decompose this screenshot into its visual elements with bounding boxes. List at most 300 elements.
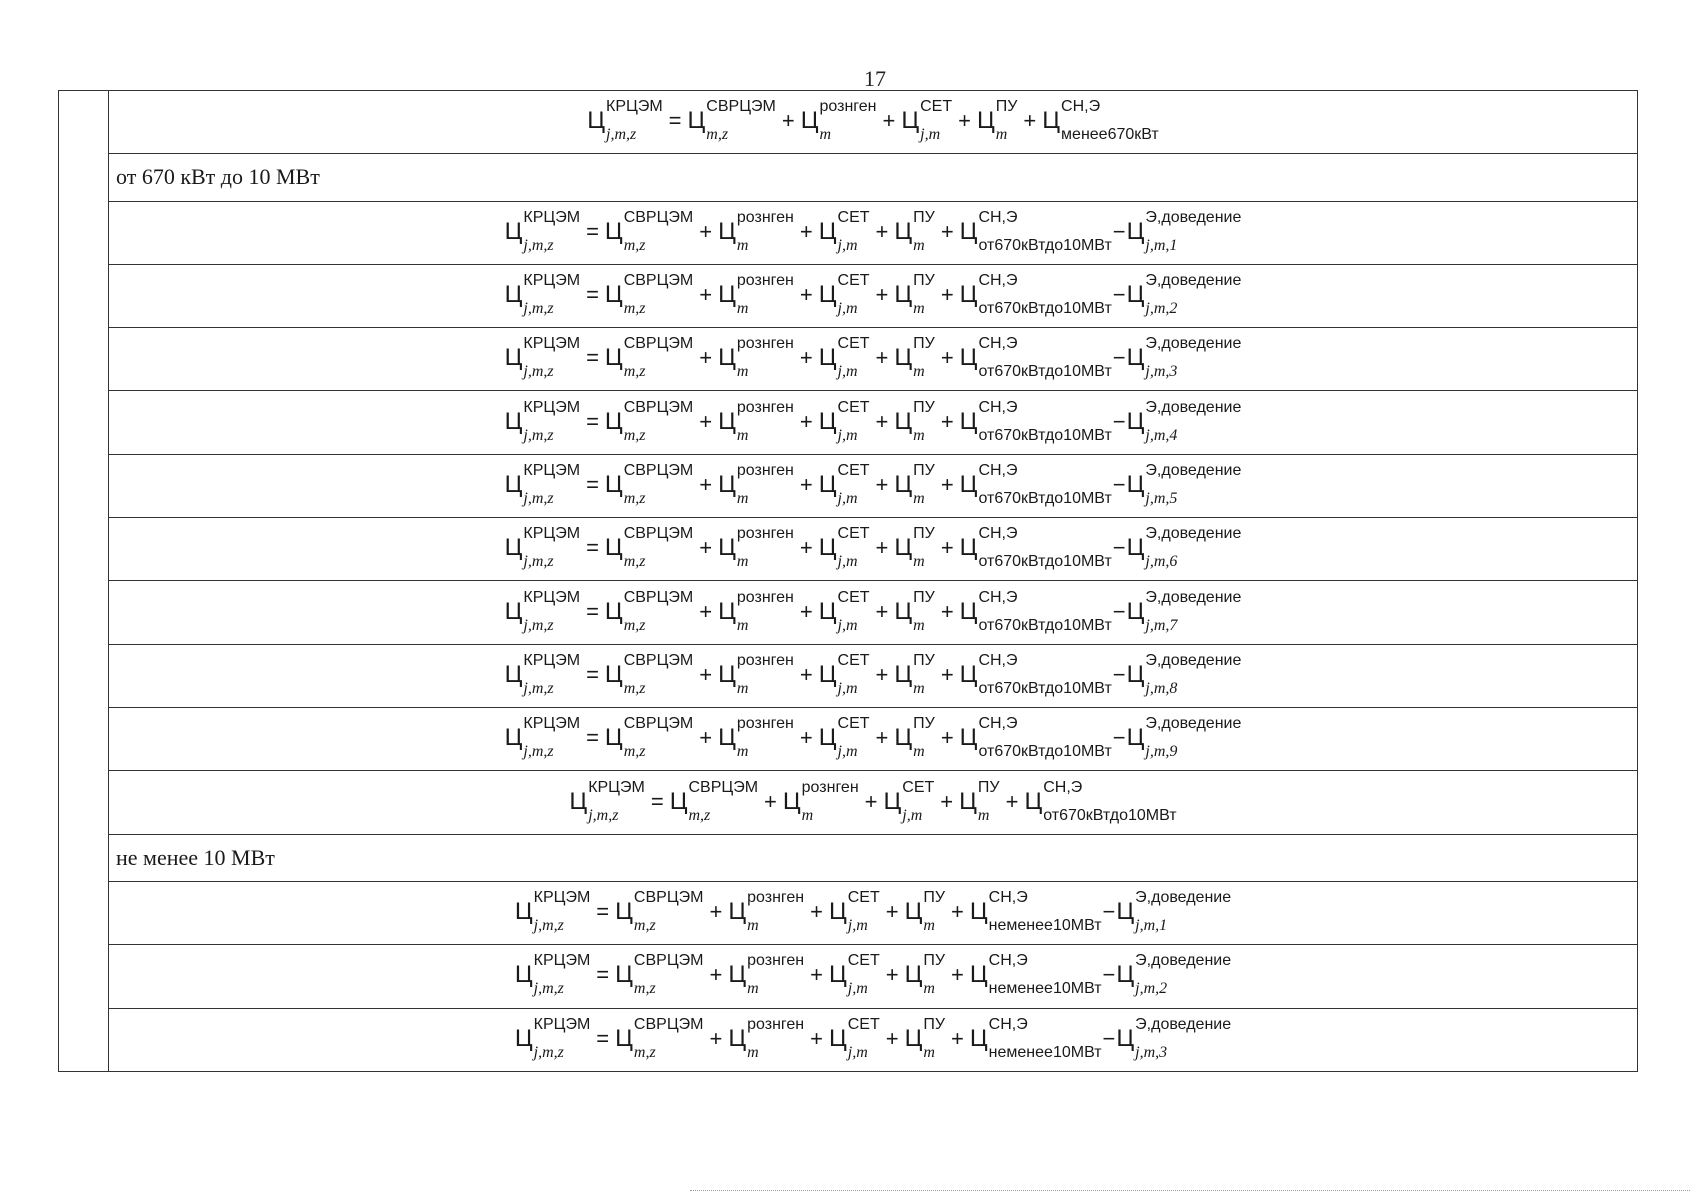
superscript: СВРЦЭМ (623, 525, 694, 543)
superscript: КРЦЭМ (533, 952, 591, 970)
dovedenie-term (1126, 335, 1242, 381)
formula-cell (108, 644, 1638, 707)
symbol-base: Ц (1126, 407, 1145, 435)
operator: + (709, 1025, 723, 1051)
subscript: j,m,z (523, 426, 554, 444)
lhs-term (587, 98, 663, 144)
operator: + (951, 899, 964, 925)
superscript: СВРЦЭМ (623, 715, 694, 733)
symbol-base: Ц (1126, 534, 1145, 562)
operator: + (810, 962, 823, 988)
subscript: от670кВтдо10МВт (978, 616, 1112, 634)
subscript: от670кВтдо10МВт (978, 426, 1112, 444)
operator: + (799, 408, 813, 434)
script-stack (913, 335, 935, 381)
svrcem-term (687, 98, 776, 144)
sn-term (959, 272, 1112, 318)
formula-cell (108, 391, 1638, 454)
superscript: КРЦЭМ (533, 889, 591, 907)
operator: + (940, 472, 954, 498)
superscript: СВРЦЭМ (623, 335, 694, 353)
symbol-base: Ц (615, 961, 633, 989)
operator: + (885, 899, 899, 925)
lhs-term (514, 952, 591, 998)
symbol-base: Ц (976, 107, 995, 135)
subscript: m (977, 806, 990, 824)
operator: + (810, 1025, 823, 1051)
sn-term (969, 952, 1102, 998)
lhs-term (569, 778, 645, 824)
set-term (828, 889, 880, 935)
dovedenie-term (1126, 208, 1242, 254)
superscript: СВРЦЭМ (706, 98, 776, 116)
subscript: от670кВтдо10МВт (978, 679, 1112, 697)
subscript: m (736, 679, 749, 697)
script-stack (523, 588, 581, 634)
operator: + (799, 282, 813, 308)
script-stack (837, 398, 870, 444)
operator: + (875, 218, 889, 244)
script-stack (847, 889, 880, 935)
superscript: ПУ (913, 208, 935, 226)
subscript: m (747, 1043, 759, 1061)
rozn-term (728, 952, 805, 998)
subscript: j,m (837, 679, 858, 697)
lhs-term (504, 715, 581, 761)
script-stack (623, 588, 694, 634)
symbol-base: Ц (969, 961, 988, 989)
superscript: ПУ (995, 98, 1018, 116)
dovedenie-term (1126, 588, 1242, 634)
subscript: m (913, 743, 925, 761)
script-stack (988, 952, 1102, 998)
operator: + (875, 408, 889, 434)
superscript: рознген (736, 588, 794, 606)
operator: + (709, 962, 723, 988)
script-stack (902, 778, 935, 824)
superscript: рознген (819, 98, 877, 116)
script-stack (801, 778, 859, 824)
formula-row (108, 644, 1638, 707)
script-stack (736, 398, 794, 444)
formula-table (108, 90, 1638, 1072)
script-stack (978, 335, 1112, 381)
superscript: СЕТ (920, 98, 953, 116)
formula-row (108, 945, 1638, 1008)
subscript: j,m,z (523, 489, 554, 507)
pu-term (894, 335, 935, 381)
operator: = (586, 218, 599, 244)
subscript: m,z (623, 236, 646, 254)
superscript: Э,доведение (1145, 461, 1242, 479)
symbol-base: Ц (504, 660, 523, 688)
superscript: Э,доведение (1145, 525, 1242, 543)
lhs-term (504, 272, 581, 318)
script-stack (523, 398, 581, 444)
superscript: рознген (736, 651, 794, 669)
subscript: m (913, 300, 925, 318)
operator: + (799, 661, 813, 687)
script-stack (523, 335, 581, 381)
sn-term (969, 889, 1102, 935)
superscript: СЕТ (837, 272, 870, 290)
subscript: j,m (837, 363, 858, 381)
symbol-base: Ц (504, 534, 523, 562)
lhs-term (504, 525, 581, 571)
symbol-base: Ц (818, 471, 837, 499)
script-stack (736, 715, 794, 761)
script-stack (819, 98, 877, 144)
operator: + (799, 218, 813, 244)
operator: + (951, 962, 964, 988)
script-stack (523, 525, 581, 571)
script-stack (978, 208, 1112, 254)
operator: + (940, 218, 954, 244)
symbol-base: Ц (514, 1024, 533, 1052)
formula-row (108, 771, 1638, 834)
superscript: Э,доведение (1145, 335, 1242, 353)
formula (504, 525, 1242, 571)
subscript: j,m,3 (1135, 1043, 1168, 1061)
subscript: m,z (623, 679, 646, 697)
operator: + (799, 725, 813, 751)
set-term (828, 952, 880, 998)
rozn-term (728, 1015, 805, 1061)
subscript: j,m (837, 489, 858, 507)
lhs-term (504, 651, 581, 697)
superscript: СН,Э (978, 588, 1018, 606)
subscript: m (913, 616, 925, 634)
subscript: j,m (920, 126, 941, 144)
svrcem-term (604, 272, 694, 318)
operator: + (781, 108, 795, 134)
superscript: СВРЦЭМ (633, 1015, 704, 1033)
superscript: рознген (747, 1015, 805, 1033)
symbol-base: Ц (959, 344, 978, 372)
subscript: m (923, 1043, 935, 1061)
operator: = (586, 725, 599, 751)
superscript: КРЦЭМ (606, 98, 663, 116)
subscript: неменее10МВт (988, 980, 1102, 998)
formula-cell (108, 91, 1638, 154)
symbol-base: Ц (718, 724, 736, 752)
formula-cell (108, 881, 1638, 944)
subscript: m (736, 426, 749, 444)
script-stack (837, 651, 870, 697)
set-term (818, 335, 870, 381)
formula-cell (108, 708, 1638, 771)
script-stack (533, 889, 591, 935)
rozn-term (718, 208, 794, 254)
subscript: m,z (633, 917, 656, 935)
operator: − (1112, 535, 1126, 561)
superscript: СН,Э (988, 1015, 1028, 1033)
superscript: ПУ (913, 335, 935, 353)
operator: + (1005, 788, 1019, 814)
subscript: j,m,z (523, 236, 554, 254)
subscript: m (736, 236, 749, 254)
script-stack (623, 208, 694, 254)
script-stack (523, 651, 581, 697)
symbol-base: Ц (718, 471, 736, 499)
subscript: m,z (633, 980, 656, 998)
superscript: КРЦЭМ (533, 1015, 591, 1033)
script-stack (978, 525, 1112, 571)
symbol-base: Ц (1126, 660, 1145, 688)
symbol-base: Ц (959, 407, 978, 435)
script-stack (623, 398, 694, 444)
superscript: Э,доведение (1145, 588, 1242, 606)
operator: + (940, 788, 954, 814)
symbol-base: Ц (1126, 724, 1145, 752)
symbol-base: Ц (959, 534, 978, 562)
sn-term (959, 398, 1112, 444)
operator: + (699, 535, 713, 561)
symbol-base: Ц (901, 107, 920, 135)
subscript: от670кВтдо10МВт (978, 489, 1112, 507)
sn-term (959, 715, 1112, 761)
subscript: m (736, 363, 749, 381)
script-stack (847, 952, 880, 998)
subscript: j,m,z (533, 1043, 564, 1061)
formula-row (108, 264, 1638, 327)
superscript: Э,доведение (1145, 208, 1242, 226)
script-stack (837, 335, 870, 381)
subscript: j,m,6 (1145, 553, 1178, 571)
operator: + (882, 108, 896, 134)
set-term (818, 715, 870, 761)
operator: + (699, 345, 713, 371)
superscript: рознген (736, 272, 794, 290)
symbol-base: Ц (959, 281, 978, 309)
script-stack (1145, 715, 1242, 761)
superscript: СН,Э (978, 398, 1018, 416)
script-stack (923, 1015, 946, 1061)
subscript: от670кВтдо10МВт (978, 300, 1112, 318)
symbol-base: Ц (504, 281, 523, 309)
script-stack (1043, 778, 1177, 824)
formula-row (108, 328, 1638, 391)
symbol-base: Ц (604, 407, 623, 435)
svrcem-term (615, 889, 704, 935)
subscript: j,m,z (588, 806, 619, 824)
superscript: СН,Э (988, 952, 1028, 970)
operator: = (586, 472, 599, 498)
dovedenie-term (1126, 525, 1242, 571)
pu-term (894, 588, 935, 634)
symbol-base: Ц (718, 407, 736, 435)
symbol-base: Ц (604, 471, 623, 499)
superscript: рознген (736, 715, 794, 733)
script-stack (978, 272, 1112, 318)
symbol-base: Ц (615, 898, 633, 926)
operator: + (709, 899, 723, 925)
symbol-base: Ц (894, 471, 913, 499)
symbol-base: Ц (687, 107, 706, 135)
superscript: ПУ (913, 398, 935, 416)
operator: = (586, 535, 599, 561)
sn-term (969, 1015, 1102, 1061)
script-stack (978, 398, 1112, 444)
superscript: КРЦЭМ (523, 525, 581, 543)
script-stack (523, 461, 581, 507)
set-term (901, 98, 953, 144)
script-stack (736, 208, 794, 254)
superscript: СЕТ (847, 1015, 880, 1033)
symbol-base: Ц (587, 107, 606, 135)
superscript: КРЦЭМ (588, 778, 645, 796)
operator: = (586, 598, 599, 624)
superscript: КРЦЭМ (523, 398, 581, 416)
formula (504, 715, 1242, 761)
symbol-base: Ц (828, 1024, 847, 1052)
svrcem-term (604, 208, 694, 254)
subscript: m (913, 236, 925, 254)
subscript: m,z (706, 126, 729, 144)
operator: + (699, 472, 713, 498)
superscript: КРЦЭМ (523, 651, 581, 669)
script-stack (633, 952, 704, 998)
script-stack (736, 588, 794, 634)
operator: + (864, 788, 878, 814)
superscript: СН,Э (1043, 778, 1083, 796)
formula (569, 778, 1177, 824)
set-term (818, 398, 870, 444)
symbol-base: Ц (504, 344, 523, 372)
lhs-term (504, 335, 581, 381)
sn-term (959, 335, 1112, 381)
formula-row (108, 881, 1638, 944)
script-stack (995, 98, 1018, 144)
superscript: рознген (736, 208, 794, 226)
superscript: ПУ (913, 525, 935, 543)
formula-cell (108, 771, 1638, 834)
formula (504, 398, 1242, 444)
symbol-base: Ц (1116, 1024, 1135, 1052)
operator: − (1102, 1025, 1116, 1051)
dovedenie-term (1116, 889, 1232, 935)
subscript: j,m,3 (1145, 363, 1178, 381)
symbol-base: Ц (504, 407, 523, 435)
lhs-term (504, 398, 581, 444)
dovedenie-term (1116, 952, 1232, 998)
script-stack (978, 651, 1112, 697)
formula-row (108, 454, 1638, 517)
script-stack (923, 952, 946, 998)
symbol-base: Ц (894, 534, 913, 562)
symbol-base: Ц (894, 660, 913, 688)
symbol-base: Ц (818, 724, 837, 752)
formula-cell (108, 201, 1638, 264)
operator: = (650, 788, 664, 814)
subscript: m (736, 616, 749, 634)
formula-row (108, 518, 1638, 581)
script-stack (688, 778, 759, 824)
script-stack (623, 651, 694, 697)
script-stack (736, 525, 794, 571)
pu-term (894, 398, 935, 444)
superscript: СЕТ (837, 525, 870, 543)
subscript: j,m,z (523, 363, 554, 381)
symbol-base: Ц (818, 344, 837, 372)
symbol-base: Ц (969, 1024, 988, 1052)
dovedenie-term (1126, 651, 1242, 697)
symbol-base: Ц (504, 597, 523, 625)
script-stack (923, 889, 946, 935)
superscript: рознген (736, 335, 794, 353)
script-stack (623, 272, 694, 318)
operator: − (1112, 282, 1126, 308)
set-term (828, 1015, 880, 1061)
operator: + (699, 218, 713, 244)
superscript: рознген (736, 398, 794, 416)
superscript: ПУ (913, 588, 935, 606)
superscript: рознген (736, 461, 794, 479)
symbol-base: Ц (959, 217, 978, 245)
set-term (818, 588, 870, 634)
formula-cell (108, 518, 1638, 581)
operator: − (1112, 345, 1126, 371)
script-stack (1145, 651, 1242, 697)
subscript: m,z (623, 426, 646, 444)
subscript: j,m,z (523, 743, 554, 761)
subscript: j,m (847, 917, 868, 935)
script-stack (736, 651, 794, 697)
subscript: m (736, 743, 749, 761)
operator: + (940, 661, 954, 687)
script-stack (633, 1015, 704, 1061)
operator: + (940, 345, 954, 371)
operator: + (875, 282, 889, 308)
superscript: Э,доведение (1135, 952, 1232, 970)
superscript: ПУ (923, 889, 946, 907)
subscript: m (913, 489, 925, 507)
operator: − (1112, 472, 1126, 498)
section-heading: не менее 10 МВт (108, 834, 1638, 881)
lhs-term (514, 1015, 591, 1061)
operator: − (1112, 408, 1126, 434)
pu-term (894, 461, 935, 507)
subscript: j,m (847, 1043, 868, 1061)
subscript: j,m (902, 806, 923, 824)
set-term (883, 778, 935, 824)
symbol-base: Ц (818, 597, 837, 625)
subscript: от670кВтдо10МВт (978, 236, 1112, 254)
subscript: m (736, 553, 749, 571)
script-stack (533, 952, 591, 998)
formula-row (108, 1008, 1638, 1071)
operator: + (875, 598, 889, 624)
operator: + (875, 661, 889, 687)
subscript: j,m,z (533, 917, 564, 935)
sn-term (1042, 98, 1159, 144)
subscript: m (736, 300, 749, 318)
bottom-rule (690, 1190, 1690, 1191)
script-stack (920, 98, 953, 144)
subscript: m,z (623, 489, 646, 507)
operator: + (940, 725, 954, 751)
rozn-term (718, 335, 794, 381)
svrcem-term (604, 461, 694, 507)
script-stack (1145, 335, 1242, 381)
script-stack (978, 588, 1112, 634)
rozn-term (718, 715, 794, 761)
symbol-base: Ц (604, 724, 623, 752)
svrcem-term (615, 1015, 704, 1061)
operator: − (1102, 962, 1116, 988)
operator: + (951, 1025, 964, 1051)
script-stack (623, 525, 694, 571)
